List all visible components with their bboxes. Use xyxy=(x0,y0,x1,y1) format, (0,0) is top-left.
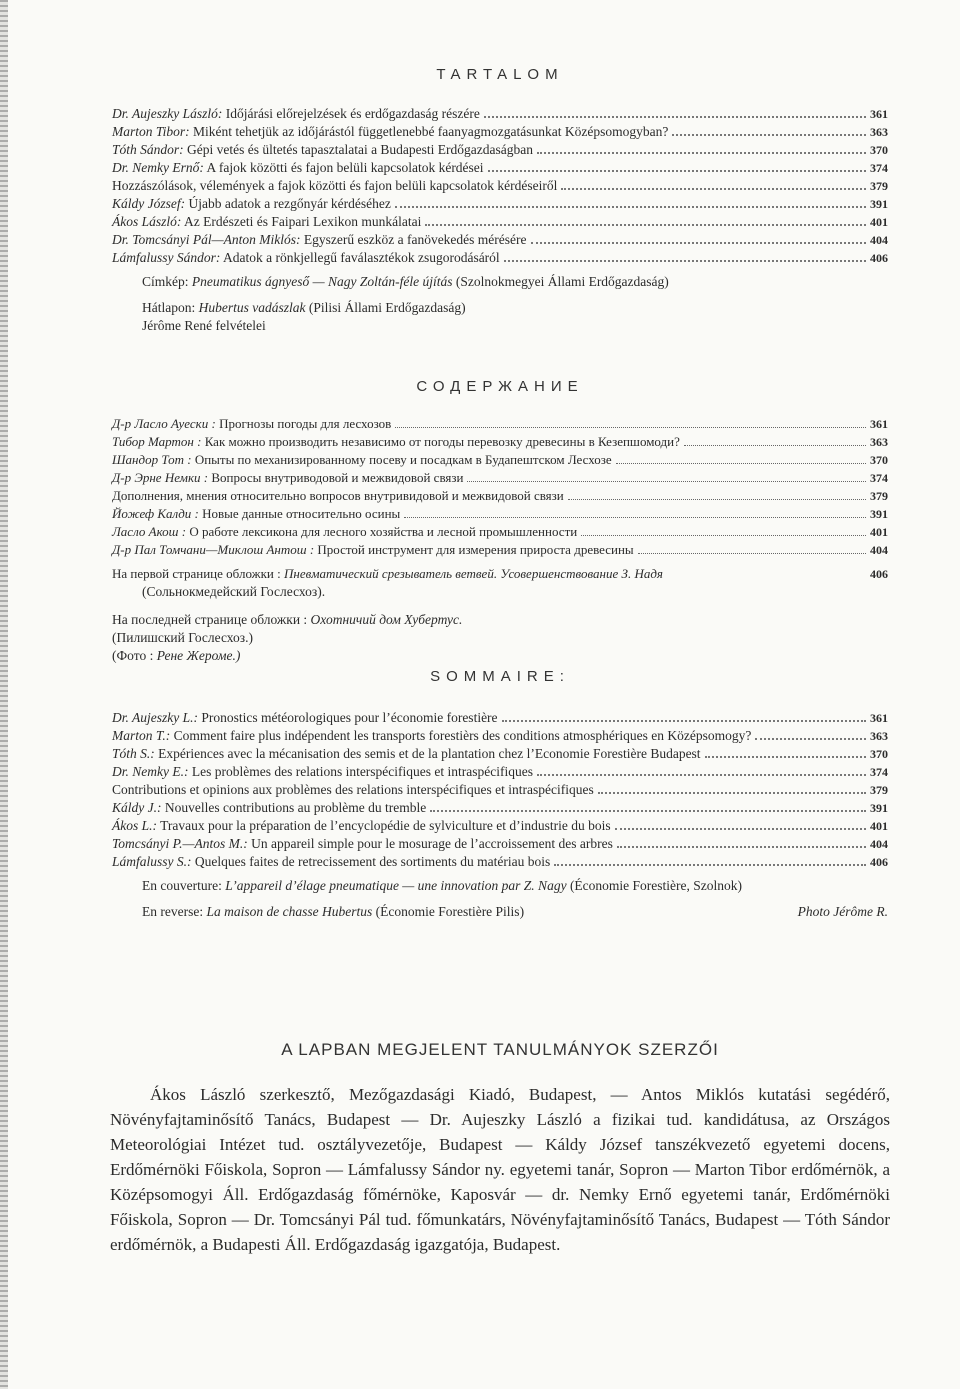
toc-entry-author: Marton Tibor: xyxy=(112,124,190,139)
tartalom-section xyxy=(112,66,888,335)
toc-entry-author: Ласло Акош : xyxy=(112,524,187,539)
soderzhanie-back: На последней странице обложки : Охотничий дом Хубертус. (Пилишский Гослесхоз.) (Фото : Рене Жероме.) xyxy=(112,612,463,663)
toc-entry xyxy=(112,469,888,487)
toc-entry-author: Káldy J.: xyxy=(112,800,162,815)
toc-entry-page: 406 xyxy=(870,251,888,265)
toc-entry-page: 406 xyxy=(870,855,888,869)
toc-entry-title: Простой инструмент для измерения прироста древесины xyxy=(317,542,634,557)
toc-entry-author: Шандор Тот : xyxy=(112,452,192,467)
toc-entry xyxy=(112,817,888,835)
toc-entry-title: Travaux pour la préparation de l’encyclopédie de sylviculture et d’industrie du bois xyxy=(160,818,611,833)
toc-entry-author: Йожеф Калди : xyxy=(112,506,199,521)
leader-dots xyxy=(617,846,866,848)
sommaire-back: En reverse: La maison de chasse Hubertus (Économie Forestière Pilis) Photo Jérôme R. xyxy=(142,904,888,919)
toc-entry-page: 404 xyxy=(870,837,888,851)
toc-entry-page: 391 xyxy=(870,507,888,521)
toc-entry xyxy=(112,177,888,195)
leader-dots xyxy=(488,170,866,172)
toc-entry-page: 363 xyxy=(870,435,888,449)
soderzhanie-list xyxy=(112,415,888,559)
leader-dots xyxy=(598,792,866,794)
toc-entry-author: Lámfalussy S.: xyxy=(112,854,192,869)
toc-entry-title: Adatok a rönkjellegű faválasztékok zsugorodásáról xyxy=(223,250,500,265)
leader-dots xyxy=(395,427,866,428)
leader-dots xyxy=(755,738,866,740)
toc-entry-author: Marton T.: xyxy=(112,728,171,743)
leader-dots xyxy=(430,810,866,812)
toc-entry-title: О работе лексикона для лесного хозяйства и лесной промышленности xyxy=(189,524,578,539)
toc-entry-page: 379 xyxy=(870,179,888,193)
toc-entry-author: Д-р Ласло Ауески : xyxy=(112,416,216,431)
toc-entry-page: 374 xyxy=(870,765,888,779)
leader-dots xyxy=(502,720,866,722)
leader-dots xyxy=(615,828,866,830)
toc-entry xyxy=(112,799,888,817)
toc-entry xyxy=(112,709,888,727)
toc-entry-title: Дополнения, мнения относительно вопросов внутривидовой и межвидовой связи xyxy=(112,488,564,503)
leader-dots xyxy=(705,756,866,758)
sommaire-cover: En couverture: L’appareil d’élage pneumatique — une innovation par Z. Nagy (Économie Forestière, Szolnok) xyxy=(142,878,743,893)
toc-entry-title: Comment faire plus indépendent les transports forestièrs des conditions atmosphériques en Középsomogy? xyxy=(173,728,752,743)
toc-entry-title: Quelques faites de retrecissement des sortiments du matériau bois xyxy=(194,854,551,869)
leader-dots xyxy=(616,463,866,464)
toc-entry-title: Gépi vetés és ültetés tapasztalatai a Budapesti Erdőgazdaságban xyxy=(187,142,534,157)
toc-entry xyxy=(112,231,888,249)
toc-entry-title: Expériences avec la mécanisation des semis et de la plantation chez l’Economie Forestière Budapest xyxy=(158,746,701,761)
toc-entry-author: Dr. Aujeszky L.: xyxy=(112,710,198,725)
toc-entry-page: 401 xyxy=(870,215,888,229)
leader-dots xyxy=(537,774,866,776)
toc-entry-author: Lámfalussy Sándor: xyxy=(112,250,221,265)
book-spine-edge xyxy=(0,0,8,1389)
toc-entry-page: 370 xyxy=(870,747,888,761)
tartalom-back: Hátlapon: Hubertus vadászlak (Pilisi Állami Erdőgazdaság) Jérôme René felvételei xyxy=(142,300,466,333)
toc-entry-title: Egyszerű eszköz a fanövekedés mérésére xyxy=(303,232,527,247)
toc-entry-author: Dr. Nemky E.: xyxy=(112,764,189,779)
leader-dots xyxy=(568,499,866,500)
toc-entry-author: Tóth S.: xyxy=(112,746,155,761)
toc-entry xyxy=(112,745,888,763)
toc-entry xyxy=(112,505,888,523)
soderzhanie-heading: СОДЕРЖАНИЕ xyxy=(416,378,584,395)
leader-dots xyxy=(638,553,866,554)
toc-entry-title: Опыты по механизированному посеву и посадкам в Будапештском Лесхозе xyxy=(194,452,612,467)
toc-entry-page: 379 xyxy=(870,783,888,797)
leader-dots xyxy=(531,242,866,244)
toc-entry-author: Dr. Tomcsányi Pál—Anton Miklós: xyxy=(112,232,301,247)
soderzhanie-cover: На первой странице обложки : Пневматический срезыватель ветвей. Усовершенствование З. Надя 406 xyxy=(112,566,888,581)
toc-entry-title: Miként tehetjük az időjárástól függetlenebbé faanyagmozgatásunkat Középsomogyban? xyxy=(193,124,669,139)
toc-entry-page: 401 xyxy=(870,819,888,833)
toc-entry-author: Д-р Эрне Немки : xyxy=(112,470,209,485)
toc-entry-page: 361 xyxy=(870,107,888,121)
tartalom-heading: TARTALOM xyxy=(436,66,564,83)
toc-entry xyxy=(112,835,888,853)
toc-entry-page: 401 xyxy=(870,525,888,539)
toc-entry-title: Időjárási előrejelzések és erdőgazdaság részére xyxy=(225,106,480,121)
tartalom-cover: Címkép: Pneumatikus ágnyeső — Nagy Zoltán-féle újítás (Szolnokmegyei Állami Erdőgazdaság) xyxy=(142,274,669,289)
toc-entry xyxy=(112,415,888,433)
toc-entry-author: Dr. Aujeszky László: xyxy=(112,106,223,121)
toc-entry-page: 370 xyxy=(870,453,888,467)
toc-entry xyxy=(112,105,888,123)
toc-entry xyxy=(112,853,888,871)
toc-entry xyxy=(112,159,888,177)
leader-dots xyxy=(581,535,866,536)
toc-entry xyxy=(112,451,888,469)
toc-entry xyxy=(112,433,888,451)
authors-text xyxy=(110,1082,890,1257)
toc-entry xyxy=(112,213,888,231)
toc-entry-title: Nouvelles contributions au problème du tremble xyxy=(164,800,427,815)
toc-entry-page: 404 xyxy=(870,233,888,247)
toc-entry xyxy=(112,523,888,541)
toc-entry-title: Újabb adatok a rezgőnyár kérdéséhez xyxy=(188,196,391,211)
tartalom-list xyxy=(112,105,888,267)
toc-entry xyxy=(112,123,888,141)
toc-entry-author: Ákos L.: xyxy=(112,818,157,833)
toc-entry-author: Tóth Sándor: xyxy=(112,142,184,157)
toc-entry-title: Вопросы внутриводовой и межвидовой связи xyxy=(211,470,464,485)
leader-dots xyxy=(554,864,866,866)
toc-entry-author: Dr. Nemky Ernő: xyxy=(112,160,204,175)
toc-entry-title: Pronostics météorologiques pour l’économie forestière xyxy=(201,710,498,725)
toc-entry-title: Как можно производить независимо от погоды перевозку древесины в Кезепшомоди? xyxy=(204,434,680,449)
sommaire-list xyxy=(112,709,888,871)
toc-entry xyxy=(112,141,888,159)
toc-entry-page: 379 xyxy=(870,489,888,503)
toc-entry xyxy=(112,249,888,267)
toc-entry xyxy=(112,487,888,505)
toc-entry-author: Ákos László: xyxy=(112,214,182,229)
leader-dots xyxy=(561,188,866,190)
toc-entry-title: Hozzászólások, vélemények a fajok közötti és fajon belüli kapcsolatok kérdéseiről xyxy=(112,178,558,193)
sommaire-section xyxy=(112,668,888,921)
toc-entry-page: 391 xyxy=(870,197,888,211)
leader-dots xyxy=(425,224,866,226)
toc-entry-author: Д-р Пал Томчани—Миклош Антош : xyxy=(112,542,315,557)
toc-entry-title: Les problèmes des relations interspécifiques et intraspécifiques xyxy=(191,764,533,779)
toc-entry-title: Прогнозы погоды для лесхозов xyxy=(219,416,392,431)
toc-entry-author: Tomcsányi P.—Antos M.: xyxy=(112,836,248,851)
toc-entry-page: 391 xyxy=(870,801,888,815)
toc-entry-page: 370 xyxy=(870,143,888,157)
toc-entry xyxy=(112,541,888,559)
toc-entry-title: Contributions et opinions aux problèmes des relations interspécifiques et intraspécifiques xyxy=(112,782,594,797)
toc-entry-author: Káldy József: xyxy=(112,196,186,211)
toc-entry-page: 374 xyxy=(870,471,888,485)
leader-dots xyxy=(504,260,866,262)
toc-entry-title: Az Erdészeti és Faipari Lexikon munkálatai xyxy=(184,214,422,229)
toc-entry-page: 363 xyxy=(870,125,888,139)
toc-entry-page: 361 xyxy=(870,417,888,431)
leader-dots xyxy=(484,116,866,118)
leader-dots xyxy=(537,152,866,154)
toc-entry-title: Новые данные относительно осины xyxy=(202,506,401,521)
soderzhanie-section xyxy=(112,378,888,665)
authors-section xyxy=(110,1040,890,1257)
toc-entry-page: 404 xyxy=(870,543,888,557)
toc-entry-title: A fajok közötti és fajon belüli kapcsolatok kérdései xyxy=(206,160,484,175)
toc-entry xyxy=(112,781,888,799)
toc-entry xyxy=(112,195,888,213)
leader-dots xyxy=(467,481,866,482)
leader-dots xyxy=(684,445,866,446)
toc-entry-title: Un appareil simple pour le mosurage de l’accroissement des arbres xyxy=(251,836,613,851)
authors-heading: A LAPBAN MEGJELENT TANULMÁNYOK SZERZŐI xyxy=(281,1040,719,1059)
leader-dots xyxy=(404,517,866,518)
leader-dots xyxy=(395,206,866,208)
authors-paragraph: Ákos László szerkesztő, Mezőgazdasági Kiadó, Budapest, — Antos Miklós kutatási segédérő, Növényfajtaminősítő Tanács, Budapest — Dr. Aujeszky László a fizikai tud. kandidátusa, az Országos Meteorológiai Intézet tud. osztályvezetője, Budapest — Káldy József tanszékvezető egyetemi docens, Erdőmérnöki Főiskola, Sopron — Lámfalussy Sándor ny. egyetemi tanár, Sopron — Marton Tibor erdőmérnök, a Középsomogyi Áll. Erdőgazdaság főmérnöke, Kaposvár — dr. Nemky Ernő egyetemi tanár, Erdőmérnöki Főiskola, Sopron — Dr. Tomcsányi Pál tud. főmunkatárs, Növényfajtaminősítő Tanács, Budapest — Tóth Sándor erdőmérnök, a Budapesti Áll. Erdőgazdaság igazgatója, Budapest. xyxy=(110,1085,890,1254)
toc-entry-page: 374 xyxy=(870,161,888,175)
toc-entry-page: 361 xyxy=(870,711,888,725)
toc-entry-page: 363 xyxy=(870,729,888,743)
sommaire-heading: SOMMAIRE: xyxy=(430,668,570,685)
soderzhanie-cover-note: (Сольнокмедейский Гослесхоз). xyxy=(142,584,326,599)
toc-entry-author: Тибор Мартон : xyxy=(112,434,202,449)
toc-entry xyxy=(112,727,888,745)
leader-dots xyxy=(672,134,866,136)
toc-entry xyxy=(112,763,888,781)
